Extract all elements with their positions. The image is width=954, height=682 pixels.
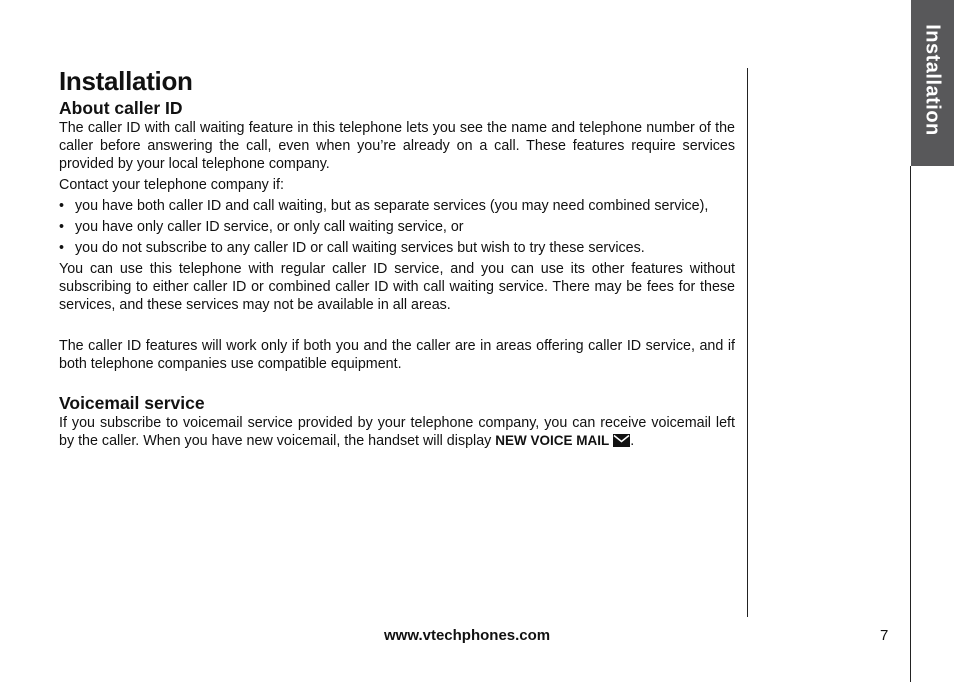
list-item: • you do not subscribe to any caller ID or call waiting services but wish to try these services. <box>59 240 645 256</box>
list-item: • you have only caller ID service, or only call waiting service, or <box>59 219 464 235</box>
page-title: Installation <box>59 66 193 96</box>
envelope-icon <box>613 434 630 452</box>
footer-url: www.vtechphones.com <box>384 627 551 644</box>
list-item: • you have both caller ID and call waiting, but as separate services (you may need combined service), <box>59 198 709 214</box>
column-divider <box>747 68 748 617</box>
fees-paragraph: You can use this telephone with regular caller ID service, and you can use its other features without subscribing to either caller ID or combined caller ID with call waiting service. There may be fees for these services, and these services may not be available in all areas. <box>59 261 735 313</box>
caller-id-intro: The caller ID with call waiting feature in this telephone lets you see the name and telephone number of the caller before answering the call, even when you’re already on a call. These features require services provided by your local telephone company. <box>59 120 735 172</box>
new-voice-mail-display: NEW VOICE MAIL <box>495 433 610 448</box>
side-tab-label: Installation <box>921 24 944 136</box>
compatibility-paragraph: The caller ID features will work only if both you and the caller are in areas offering caller ID service, and if both telephone companies use compatible equipment. <box>59 338 735 372</box>
voicemail-paragraph: If you subscribe to voicemail service provided by your telephone company, you can receive voicemail left by the caller. When you have new voicemail, the handset will display NEW VOICE MAIL . <box>59 414 735 452</box>
voicemail-heading: Voicemail service <box>59 393 205 413</box>
caller-id-heading: About caller ID <box>59 98 183 118</box>
bullet-marker: • <box>59 198 65 214</box>
page-edge-divider <box>910 166 911 682</box>
main-content <box>59 97 735 455</box>
bullet-marker: • <box>59 240 65 256</box>
bullet-list <box>59 197 735 257</box>
bullet-marker: • <box>59 219 65 235</box>
page-number: 7 <box>880 627 889 644</box>
contact-lead: Contact your telephone company if: <box>59 177 284 193</box>
